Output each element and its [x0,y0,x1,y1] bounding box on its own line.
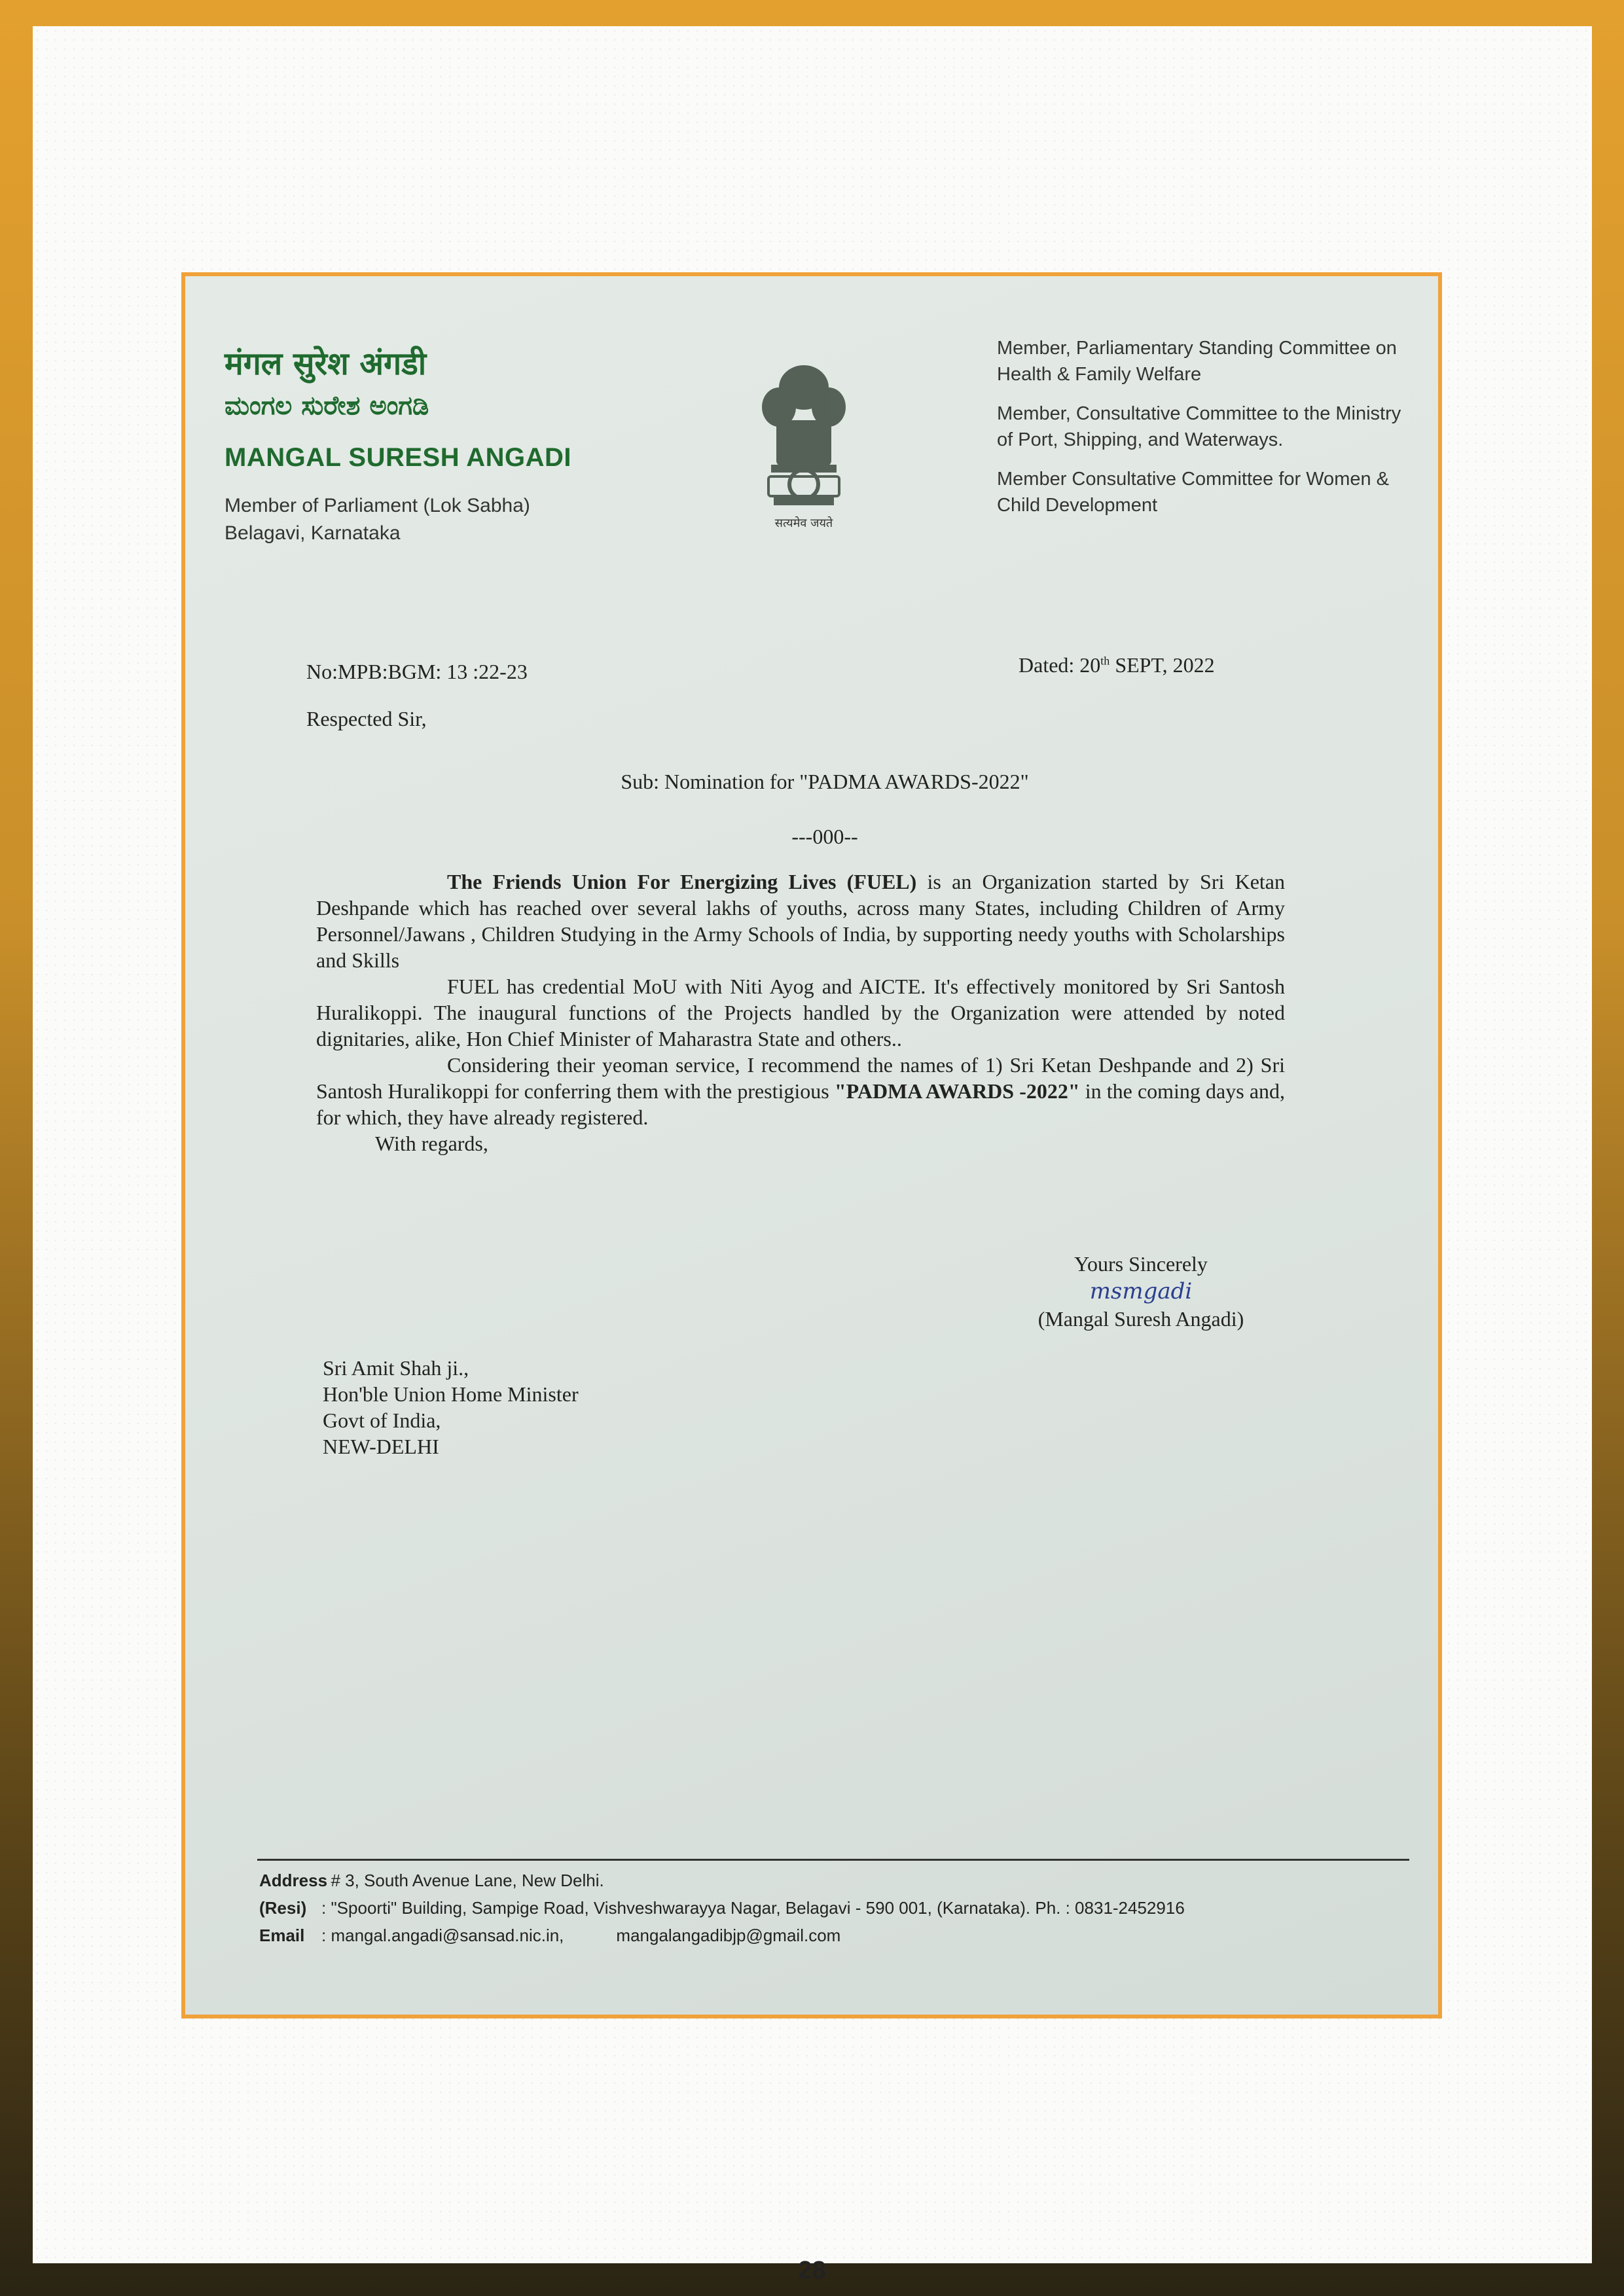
fuel-name: The Friends Union For Energizing Lives (FUEL) [447,870,917,893]
address-value: : # 3, South Avenue Lane, New Delhi. [321,1871,604,1890]
name-kannada: ಮಂಗಲ ಸುರೇಶ ಅಂಗಡಿ [225,391,429,421]
member-constituency: Belagavi, Karnataka [225,522,401,544]
paragraph-3-start: Considering their yeoman service, I recommend the names of 1) Sri Ketan Deshpande and 2) Sri Santosh Huralikoppi for conferring them with the prestigious [316,1053,1285,1103]
salutation: Respected Sir, [306,707,427,730]
date-suffix: SEPT, 2022 [1110,653,1215,677]
resi-value: : "Spoorti" Building, Sampige Road, Vishveshwarayya Nagar, Belagavi - 590 001, (Karnataka). Ph. : 0831-2452916 [321,1898,1185,1918]
padma-awards-bold: "PADMA AWARDS -2022" [834,1079,1080,1103]
role-health-committee: Member, Parliamentary Standing Committee on Health & Family Welfare [997,338,1397,385]
paragraph-3 [316,1052,1285,1130]
paragraph-3-end: in the coming days and, for which, they have already registered. [316,1079,1286,1129]
page-number: 28 [798,2257,826,2284]
name-hindi: मंगल सुरेश अंगडी [225,346,427,382]
email-label: Email [259,1926,305,1945]
addressee-line: NEW-DELHI [323,1435,439,1458]
role-women-child-committee: Member Consultative Committee for Women & Child Development [997,469,1390,516]
resi-label: (Resi) [259,1898,307,1918]
addressee-line: Hon'ble Union Home Minister [323,1382,579,1406]
yours-sincerely: Yours Sincerely [1074,1252,1208,1276]
national-emblem-icon [745,355,863,531]
addressee-line: Sri Amit Shah ji., [323,1356,469,1380]
footer-divider [257,1859,1409,1861]
name-english: MANGAL SURESH ANGADI [225,443,572,472]
letter-body [316,869,1285,1157]
date-prefix: Dated: 20 [1019,653,1101,677]
addressee-line: Govt of India, [323,1408,441,1432]
member-title: Member of Parliament (Lok Sabha) [225,495,530,516]
addressee-block [323,1355,579,1460]
address-label: Address [259,1871,328,1890]
date-sup: th [1100,654,1110,668]
paragraph-1-text: is an Organization started by Sri Ketan Deshpande which has reached over several lakhs of youths, across many States, including Children of Army Personnel/Jawans , Children Studying in the Army Schools of India, by supporting needy youths with Scholarships and Skills [316,870,1286,972]
regards: With regards, [375,1132,488,1155]
paragraph-1 [316,869,1285,973]
handwritten-signature: msmgadi [1089,1278,1193,1304]
role-shipping-committee: Member, Consultative Committee to the Ministry of Port, Shipping, and Waterways. [997,403,1401,450]
divider-text: ---000-- [791,825,858,848]
letterhead-right [997,335,1416,531]
closing-block [1023,1250,1259,1333]
subject-line: Sub: Nomination for "PADMA AWARDS-2022" [621,770,1029,793]
email-personal: mangalangadibjp@gmail.com [616,1926,841,1945]
signatory-name: (Mangal Suresh Angadi) [1038,1307,1244,1331]
reference-number: No:MPB:BGM: 13 :22-23 [306,660,528,683]
emblem-motto: सत्यमेव जयते [774,516,833,530]
email-official: : mangal.angadi@sansad.nic.in, [321,1926,564,1945]
letter-scan [181,272,1442,2018]
letter-date [1019,653,1215,677]
letterhead-left [225,342,683,547]
letterhead-footer [259,1867,1185,1949]
paragraph-2: FUEL has credential MoU with Niti Ayog and AICTE. It's effectively monitored by Sri Santosh Huralikoppi. The inaugural functions of the Projects handled by the Organization were attended by noted dignitaries, alike, Hon Chief Minister of Maharastra State and others.. [316,975,1285,1050]
